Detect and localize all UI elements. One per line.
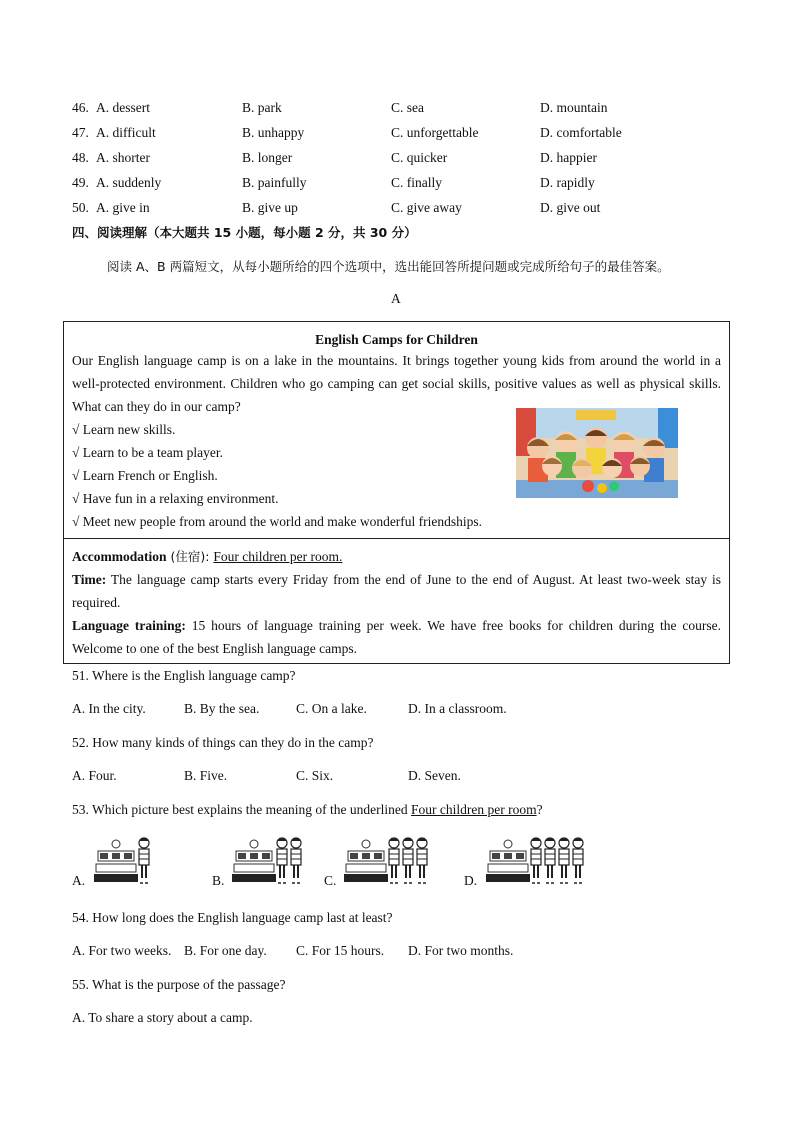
option-d: D. For two months. <box>408 943 514 958</box>
option-a: A. difficult <box>96 125 156 140</box>
training-text: 15 hours of language training per week. We have free books for children during the course. Welcome to one of the best English language camps. <box>72 618 722 656</box>
option-d: D. In a classroom. <box>408 701 507 716</box>
option-a: A. give in <box>96 200 150 215</box>
child-figure-icon <box>573 838 583 883</box>
option-c: C. sea <box>391 100 424 115</box>
child-figure-icon <box>531 838 541 883</box>
activity-item: √ Have fun in a relaxing environment. <box>72 491 279 506</box>
room-picture-c <box>342 836 446 886</box>
option-a: A. In the city. <box>72 701 146 716</box>
option-c: C. finally <box>391 175 442 190</box>
question-stem <box>72 802 543 818</box>
option-a: A. To share a story about a camp. <box>72 1010 253 1025</box>
stem-underlined: Four children per room <box>411 802 537 817</box>
cloze-row-48 <box>72 150 732 170</box>
cloze-row-46 <box>72 100 732 120</box>
time-line <box>72 568 721 614</box>
option-a: A. shorter <box>96 150 150 165</box>
option-b: B. Five. <box>184 768 228 783</box>
stem-post: ? <box>536 802 543 817</box>
children-group-photo <box>516 408 678 498</box>
child-figure-icon <box>545 838 555 883</box>
question-stem: 55. What is the purpose of the passage? <box>72 977 286 992</box>
option-b: B. painfully <box>242 175 307 190</box>
passage-intro: Our English language camp is on a lake in the mountains. It brings together young kids from around the world in a well-protected environment. Children who go camping can get social skills, positive values as well as physical skills. What can they do in our camp? <box>72 353 721 414</box>
child-figure-icon <box>139 838 149 883</box>
option-c: C. give away <box>391 200 462 215</box>
option-d: D. rapidly <box>540 175 595 190</box>
option-b: B. unhappy <box>242 125 305 140</box>
option-b: B. longer <box>242 150 293 165</box>
child-figure-icon <box>291 838 301 883</box>
option-b: B. park <box>242 100 282 115</box>
option-c: C. On a lake. <box>296 701 367 716</box>
passage-box-bottom <box>63 538 730 664</box>
cloze-row-50 <box>72 200 732 220</box>
question-number: 49. <box>72 175 89 190</box>
room-picture-d <box>484 836 600 886</box>
accommodation-value: Four children per room. <box>213 549 343 564</box>
option-b: B. give up <box>242 200 298 215</box>
time-label: Time: <box>72 572 107 587</box>
child-figure-icon <box>559 838 569 883</box>
question-stem: 51. Where is the English language camp? <box>72 668 296 683</box>
option-d-label: D. <box>464 873 478 888</box>
passage-title: English Camps for Children <box>315 332 478 347</box>
cloze-row-47 <box>72 125 732 145</box>
stem-pre: 53. Which picture best explains the meaning of the underlined <box>72 802 412 817</box>
option-c: C. unforgettable <box>391 125 479 140</box>
activity-item: √ Learn French or English. <box>72 468 218 483</box>
option-c: C. quicker <box>391 150 448 165</box>
activity-item: √ Meet new people from around the world and make wonderful friendships. <box>72 514 483 529</box>
child-figure-icon <box>403 838 413 883</box>
question-stem: 54. How long does the English language camp last at least? <box>72 910 393 925</box>
section-heading: 四、阅读理解（本大题共 15 小题，每小题 2 分，共 30 分） <box>72 225 417 240</box>
room-picture-a <box>92 836 164 886</box>
activity-item: √ Learn to be a team player. <box>72 445 223 460</box>
time-text: The language camp starts every Friday from the end of June to the end of August. At least two-week stay is required. <box>72 572 721 610</box>
activity-item: √ Learn new skills. <box>72 422 176 437</box>
child-figure-icon <box>389 838 399 883</box>
section-instruction: 阅读 A、B 两篇短文，从每小题所给的四个选项中，选出能回答所提问题或完成所给句子的最佳答案。 <box>107 259 670 274</box>
room-furniture-icon <box>94 840 138 882</box>
passage-box-top <box>63 321 730 539</box>
cloze-row-49 <box>72 175 732 195</box>
training-line <box>72 614 721 660</box>
question-number: 50. <box>72 200 89 215</box>
accommodation-note: (住宿): <box>166 549 214 564</box>
option-b: B. For one day. <box>184 943 267 958</box>
option-a: A. suddenly <box>96 175 162 190</box>
option-d: D. Seven. <box>408 768 461 783</box>
accommodation-line <box>72 545 721 568</box>
passage-label: A <box>391 291 401 306</box>
option-c: C. Six. <box>296 768 334 783</box>
option-c-label: C. <box>324 873 337 888</box>
option-d: D. give out <box>540 200 601 215</box>
option-d: D. happier <box>540 150 597 165</box>
option-b-label: B. <box>212 873 225 888</box>
question-number: 46. <box>72 100 89 115</box>
room-picture-b <box>230 836 322 886</box>
accommodation-label: Accommodation <box>72 549 167 564</box>
option-b: B. By the sea. <box>184 701 260 716</box>
option-a: A. dessert <box>96 100 150 115</box>
option-a: A. For two weeks. <box>72 943 172 958</box>
question-number: 48. <box>72 150 89 165</box>
child-figure-icon <box>277 838 287 883</box>
option-d: D. comfortable <box>540 125 622 140</box>
training-label: Language training: <box>72 618 186 633</box>
child-figure-icon <box>417 838 427 883</box>
option-d: D. mountain <box>540 100 608 115</box>
option-c: C. For 15 hours. <box>296 943 385 958</box>
option-a: A. Four. <box>72 768 117 783</box>
room-furniture-icon <box>344 840 388 882</box>
question-number: 47. <box>72 125 89 140</box>
room-furniture-icon <box>486 840 530 882</box>
option-a-label: A. <box>72 873 86 888</box>
room-furniture-icon <box>232 840 276 882</box>
question-stem: 52. How many kinds of things can they do in the camp? <box>72 735 374 750</box>
